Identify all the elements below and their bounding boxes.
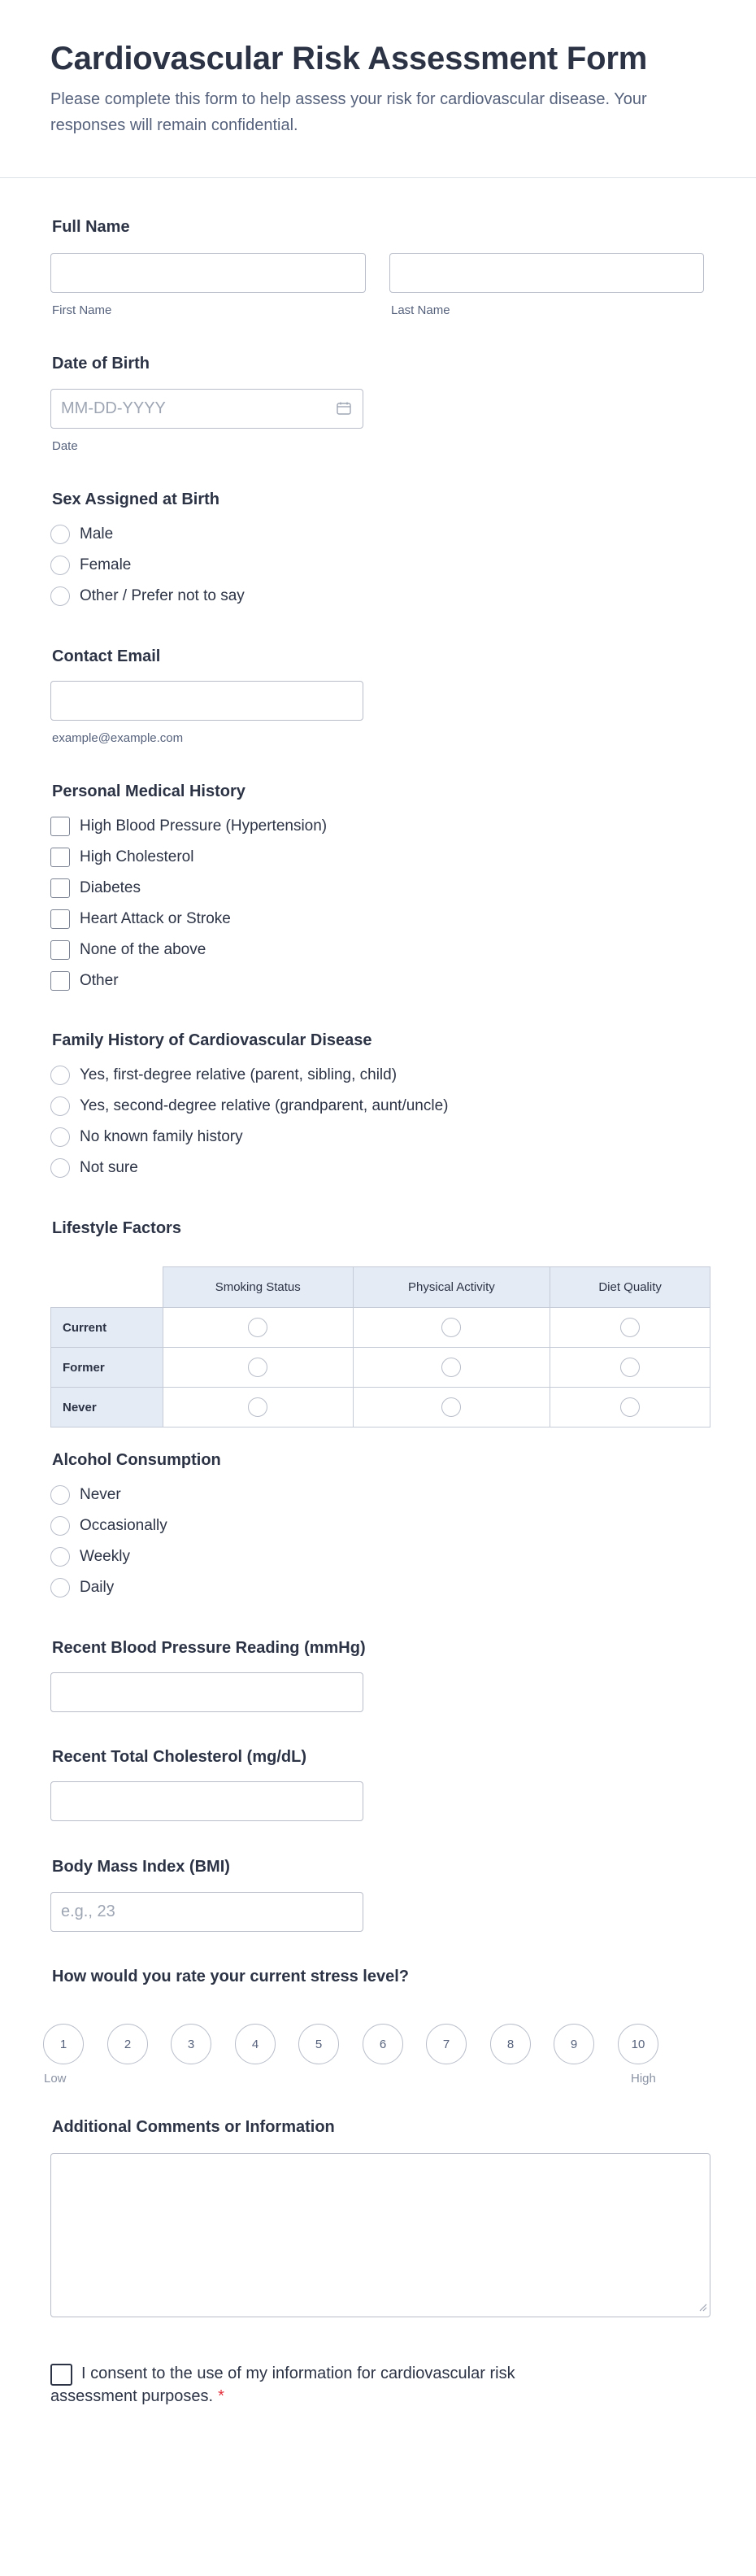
matrix-cell[interactable] [353, 1308, 550, 1348]
stress-low-label: Low [44, 2072, 67, 2086]
calendar-icon[interactable] [337, 402, 351, 415]
form-description: Please complete this form to help assess your risk for cardiovascular disease. Your responses will remain confidential. [50, 90, 647, 134]
medical-option-heart-attack[interactable]: Heart Attack or Stroke [50, 909, 231, 930]
matrix-cell[interactable] [163, 1388, 353, 1427]
last-name-input[interactable] [389, 253, 704, 293]
dob-label: Date of Birth [52, 355, 150, 373]
required-mark: * [218, 2387, 224, 2405]
matrix-col-smoking: Smoking Status [163, 1267, 353, 1308]
radio-button[interactable] [248, 1318, 267, 1337]
radio-button[interactable] [620, 1358, 640, 1377]
stress-scale-5[interactable]: 5 [298, 2024, 339, 2064]
matrix-cell[interactable] [550, 1348, 710, 1388]
stress-scale-10[interactable]: 10 [618, 2024, 658, 2064]
sex-option-female[interactable]: Female [50, 555, 131, 576]
matrix-cell[interactable] [550, 1308, 710, 1348]
radio-button[interactable] [50, 1096, 70, 1116]
radio-button[interactable] [620, 1318, 640, 1337]
radio-button[interactable] [248, 1397, 267, 1417]
alcohol-option-occasionally[interactable]: Occasionally [50, 1515, 167, 1536]
dob-sublabel: Date [52, 439, 78, 453]
matrix-corner [51, 1267, 163, 1308]
matrix-col-activity: Physical Activity [353, 1267, 550, 1308]
checkbox[interactable] [50, 848, 70, 867]
lifestyle-label: Lifestyle Factors [52, 1219, 181, 1237]
stress-scale-4[interactable]: 4 [235, 2024, 276, 2064]
medical-option-hypertension[interactable]: High Blood Pressure (Hypertension) [50, 816, 327, 837]
cholesterol-label: Recent Total Cholesterol (mg/dL) [52, 1748, 306, 1766]
bmi-label: Body Mass Index (BMI) [52, 1858, 230, 1876]
alcohol-label: Alcohol Consumption [52, 1451, 221, 1469]
family-option-first-degree[interactable]: Yes, first-degree relative (parent, sibling, child) [50, 1065, 397, 1086]
family-option-none[interactable]: No known family history [50, 1127, 243, 1148]
email-sublabel: example@example.com [52, 731, 184, 745]
matrix-row-former: Former [51, 1348, 163, 1388]
radio-button[interactable] [50, 586, 70, 606]
first-name-sublabel: First Name [52, 303, 112, 317]
matrix-col-diet: Diet Quality [550, 1267, 710, 1308]
radio-button[interactable] [50, 1516, 70, 1536]
comments-textarea[interactable] [50, 2153, 710, 2317]
radio-button[interactable] [50, 556, 70, 575]
medical-history-label: Personal Medical History [52, 782, 245, 800]
consent-text: I consent to the use of my information for cardiovascular risk assessment purposes. [50, 2365, 515, 2405]
stress-high-label: High [631, 2072, 656, 2086]
radio-button[interactable] [441, 1318, 461, 1337]
form-title: Cardiovascular Risk Assessment Form [50, 41, 648, 76]
matrix-cell[interactable] [550, 1388, 710, 1427]
bp-label: Recent Blood Pressure Reading (mmHg) [52, 1639, 366, 1657]
matrix-cell[interactable] [353, 1388, 550, 1427]
last-name-sublabel: Last Name [391, 303, 450, 317]
matrix-row-current: Current [51, 1308, 163, 1348]
radio-button[interactable] [441, 1358, 461, 1377]
alcohol-option-never[interactable]: Never [50, 1484, 121, 1506]
stress-scale-3[interactable]: 3 [171, 2024, 211, 2064]
medical-option-none[interactable]: None of the above [50, 939, 206, 961]
medical-option-cholesterol[interactable]: High Cholesterol [50, 847, 193, 868]
radio-button[interactable] [248, 1358, 267, 1377]
stress-scale-6[interactable]: 6 [363, 2024, 403, 2064]
radio-button[interactable] [50, 1485, 70, 1505]
matrix-cell[interactable] [163, 1348, 353, 1388]
stress-scale-9[interactable]: 9 [554, 2024, 594, 2064]
stress-scale-8[interactable]: 8 [490, 2024, 531, 2064]
radio-button[interactable] [50, 1158, 70, 1178]
radio-button[interactable] [620, 1397, 640, 1417]
sex-option-other[interactable]: Other / Prefer not to say [50, 586, 245, 607]
matrix-row-never: Never [51, 1388, 163, 1427]
dob-input[interactable] [50, 389, 363, 429]
first-name-input[interactable] [50, 253, 366, 293]
medical-option-other[interactable]: Other [50, 970, 119, 992]
bmi-input[interactable] [50, 1892, 363, 1932]
stress-label: How would you rate your current stress level? [52, 1968, 410, 1985]
matrix-cell[interactable] [353, 1348, 550, 1388]
checkbox[interactable] [50, 878, 70, 898]
matrix-cell[interactable] [163, 1308, 353, 1348]
comments-label: Additional Comments or Information [52, 2118, 335, 2136]
consent-label [50, 2362, 571, 2408]
radio-button[interactable] [50, 1066, 70, 1085]
family-option-not-sure[interactable]: Not sure [50, 1157, 138, 1179]
medical-option-diabetes[interactable]: Diabetes [50, 878, 141, 899]
checkbox[interactable] [50, 940, 70, 960]
lifestyle-matrix [50, 1266, 710, 1427]
email-label: Contact Email [52, 647, 161, 665]
sex-option-male[interactable]: Male [50, 524, 113, 545]
radio-button[interactable] [50, 1127, 70, 1147]
cholesterol-input[interactable] [50, 1781, 363, 1821]
radio-button[interactable] [441, 1397, 461, 1417]
radio-button[interactable] [50, 1578, 70, 1597]
stress-scale-2[interactable]: 2 [107, 2024, 148, 2064]
alcohol-option-daily[interactable]: Daily [50, 1577, 114, 1598]
checkbox[interactable] [50, 909, 70, 929]
stress-scale-7[interactable]: 7 [426, 2024, 467, 2064]
resize-grip-icon[interactable] [697, 2302, 707, 2312]
checkbox[interactable] [50, 817, 70, 836]
alcohol-option-weekly[interactable]: Weekly [50, 1546, 130, 1567]
radio-button[interactable] [50, 1547, 70, 1567]
email-input[interactable] [50, 681, 363, 721]
radio-button[interactable] [50, 525, 70, 544]
checkbox[interactable] [50, 971, 70, 991]
full-name-label: Full Name [52, 218, 130, 236]
sex-label: Sex Assigned at Birth [52, 490, 219, 508]
form-header [0, 0, 756, 178]
bp-input[interactable] [50, 1672, 363, 1712]
family-history-label: Family History of Cardiovascular Disease [52, 1031, 372, 1049]
stress-scale-1[interactable]: 1 [43, 2024, 84, 2064]
family-option-second-degree[interactable]: Yes, second-degree relative (grandparent, aunt/uncle) [50, 1096, 448, 1117]
